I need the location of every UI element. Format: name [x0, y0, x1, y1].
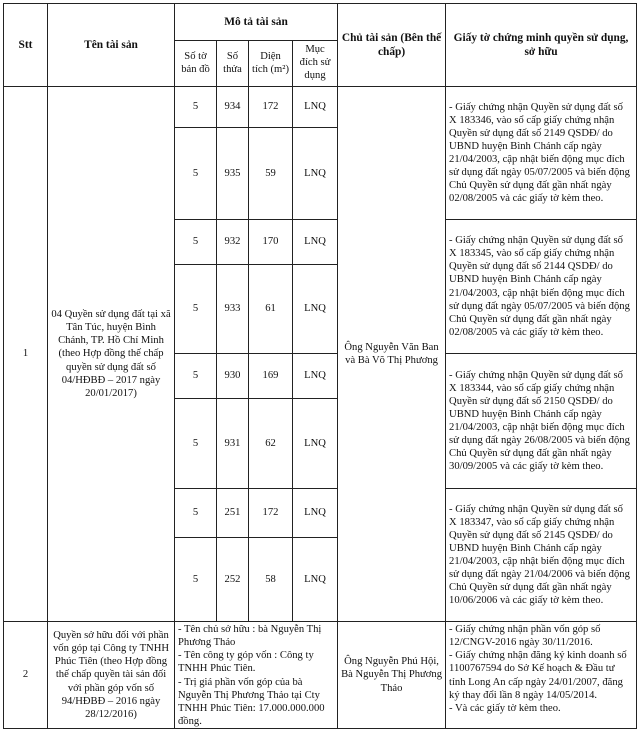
- cell-purpose: LNQ: [293, 538, 338, 622]
- subheader-area: Diện tích (m²): [249, 41, 293, 87]
- subheader-parcel: Số thửa: [217, 41, 249, 87]
- cell-parcel: 931: [217, 399, 249, 489]
- row-owner: Ông Nguyễn Phú Hội, Bà Nguyễn Thị Phương Thảo: [338, 622, 446, 729]
- row-stt: 2: [4, 622, 48, 729]
- cell-map-sheet: 5: [175, 538, 217, 622]
- cell-map-sheet: 5: [175, 220, 217, 265]
- cell-parcel: 252: [217, 538, 249, 622]
- cell-parcel: 930: [217, 354, 249, 399]
- cell-area: 59: [249, 128, 293, 220]
- cell-document: - Giấy chứng nhận Quyền sử dụng đất số X 183347, vào sổ cấp giấy chứng nhận Quyền sử dụng đất số 2145 QSDĐ/ do UBND huyện Bình Chánh cấp ngày 21/04/2003, cập nhật biến động mục đích sử dụng đất ngày 21/04/2006 và biến động Chủ Quyền sử dụng đất gần nhất ngày 10/06/2006 và các giấy tờ kèm theo.: [446, 489, 637, 622]
- cell-purpose: LNQ: [293, 399, 338, 489]
- cell-map-sheet: 5: [175, 489, 217, 538]
- document-line: - Và các giấy tờ kèm theo.: [449, 702, 561, 714]
- document-line: - Giấy chứng nhận phần vốn góp số 12/CNGV-2016 ngày 30/11/2016.: [449, 624, 601, 649]
- cell-purpose: LNQ: [293, 354, 338, 399]
- cell-purpose: LNQ: [293, 489, 338, 538]
- cell-map-sheet: 5: [175, 87, 217, 128]
- cell-area: 172: [249, 87, 293, 128]
- asset-table: [3, 3, 637, 729]
- cell-purpose: LNQ: [293, 128, 338, 220]
- header-description: Mô tả tài sản: [175, 4, 338, 41]
- row-asset-name: Quyền sở hữu đối với phần vốn góp tại Công ty TNHH Phúc Tiên (theo Hợp đồng thế chấp quyền tài sản đối với phần góp vốn số 94/HĐBĐ – 2016 ngày 28/12/2016): [48, 622, 175, 729]
- cell-purpose: LNQ: [293, 265, 338, 354]
- cell-area: 61: [249, 265, 293, 354]
- description-line: - Trị giá phần vốn góp của bà Nguyễn Thị Phương Thảo tại Cty TNHH Phúc Tiên: 17.000.000.000 đồng.: [178, 676, 325, 727]
- header-owner: Chủ tài sản (Bên thế chấp): [338, 4, 446, 87]
- cell-document: - Giấy chứng nhận Quyền sử dụng đất số X 183346, vào sổ cấp giấy chứng nhận Quyền sử dụng đất số 2149 QSDĐ/ do UBND huyện Bình Chánh cấp ngày 21/04/2003, cập nhật biến động mục đích sử dụng đất ngày 05/07/2005 và biến động Chủ Quyền sử dụng đất gần nhất ngày 02/08/2005 và các giấy tờ kèm theo.: [446, 87, 637, 220]
- document-line: - Giấy chứng nhận đăng ký kinh doanh số 1100767594 do Sở Kế hoạch & Đầu tư tỉnh Long An cấp ngày 24/01/2007, đăng ký thay đổi lần 8 ngày 14/05/2014.: [449, 650, 627, 701]
- cell-document: - Giấy chứng nhận Quyền sử dụng đất số X 183344, vào sổ cấp giấy chứng nhận Quyền sử dụng đất số 2150 QSDĐ/ do UBND huyện Bình Chánh cấp ngày 21/04/2003, cập nhật biến động mục đích sử dụng đất ngày 26/08/2005 và biến động Chủ Quyền sử dụng đất gần nhất ngày 30/09/2005 và các giấy tờ kèm theo.: [446, 354, 637, 489]
- header-asset-name: Tên tài sản: [48, 4, 175, 87]
- cell-document: [446, 622, 637, 729]
- cell-area: 169: [249, 354, 293, 399]
- row-asset-name: 04 Quyền sử dụng đất tại xã Tân Túc, huyện Bình Chánh, TP. Hồ Chí Minh (theo Hợp đồng thế chấp quyền sử dụng đất số 04/HĐBĐ – 2017 ngày 20/01/2017): [48, 87, 175, 622]
- cell-area: 172: [249, 489, 293, 538]
- cell-area: 170: [249, 220, 293, 265]
- subheader-map-sheet: Số tờ bản đồ: [175, 41, 217, 87]
- cell-parcel: 935: [217, 128, 249, 220]
- cell-purpose: LNQ: [293, 220, 338, 265]
- cell-parcel: 251: [217, 489, 249, 538]
- cell-map-sheet: 5: [175, 128, 217, 220]
- cell-description: [175, 622, 338, 729]
- table-row: [4, 622, 637, 729]
- subheader-purpose: Mục đích sử dụng: [293, 41, 338, 87]
- cell-map-sheet: 5: [175, 265, 217, 354]
- cell-parcel: 934: [217, 87, 249, 128]
- header-stt: Stt: [4, 4, 48, 87]
- description-line: - Tên chủ sở hữu : bà Nguyễn Thị Phương Thảo: [178, 624, 322, 649]
- cell-map-sheet: 5: [175, 354, 217, 399]
- cell-map-sheet: 5: [175, 399, 217, 489]
- cell-area: 58: [249, 538, 293, 622]
- row-owner: Ông Nguyễn Văn Ban và Bà Võ Thị Phương: [338, 87, 446, 622]
- table-row: [4, 87, 637, 128]
- header-documents: Giấy tờ chứng minh quyền sử dụng, sở hữu: [446, 4, 637, 87]
- cell-parcel: 933: [217, 265, 249, 354]
- cell-parcel: 932: [217, 220, 249, 265]
- cell-document: - Giấy chứng nhận Quyền sử dụng đất số X 183345, vào sổ cấp giấy chứng nhận Quyền sử dụng đất số 2144 QSDĐ/ do UBND huyện Bình Chánh cấp ngày 21/04/2003, cập nhật biến động mục đích sử dụng đất ngày 05/07/2005 và biến động Chủ Quyền sử dụng đất gần nhất ngày 02/08/2005 và các giấy tờ kèm theo.: [446, 220, 637, 354]
- cell-purpose: LNQ: [293, 87, 338, 128]
- description-line: - Tên công ty góp vốn : Công ty TNHH Phúc Tiên.: [178, 650, 314, 675]
- row-stt: 1: [4, 87, 48, 622]
- cell-area: 62: [249, 399, 293, 489]
- header-row: [4, 4, 637, 41]
